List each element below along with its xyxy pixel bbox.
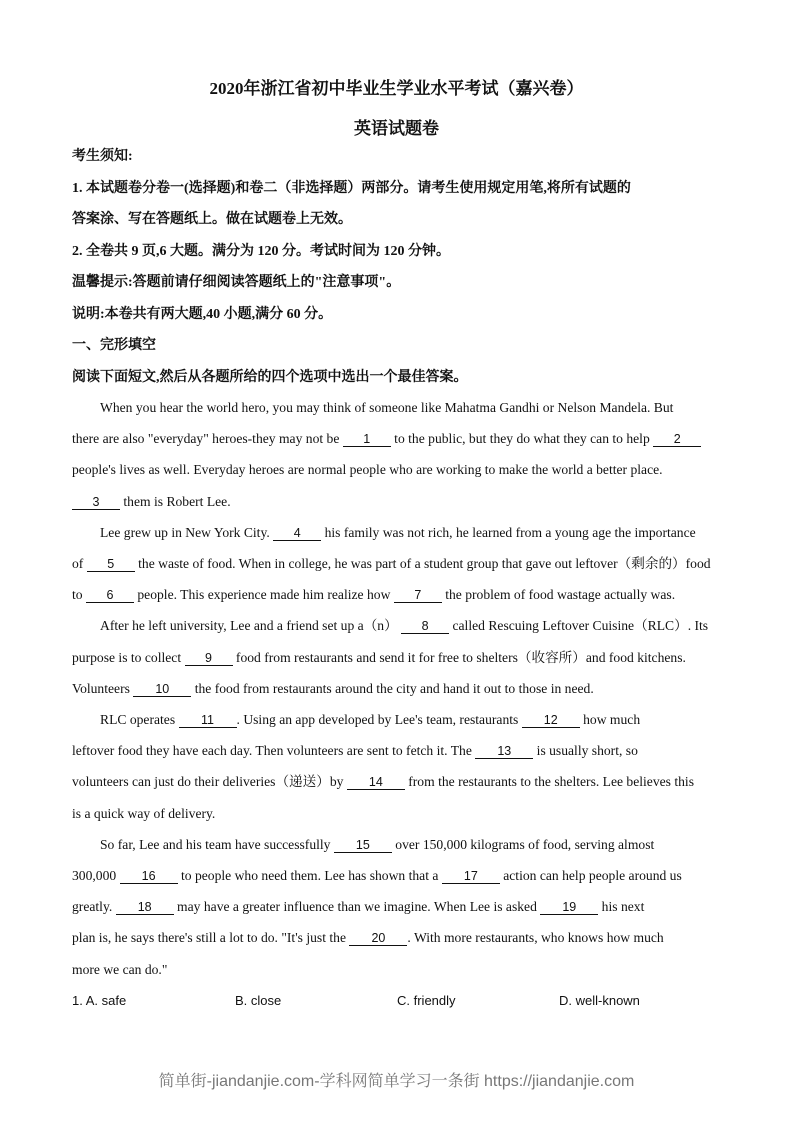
blank-8: 8	[401, 619, 449, 634]
blank-10: 10	[133, 682, 191, 697]
passage-text: volunteers can just do their deliveries（递送）by	[72, 774, 347, 790]
passage-text: leftover food they have each day. Then volunteers are sent to fetch it. The	[72, 743, 476, 759]
passage-line	[72, 610, 724, 641]
section-heading: 一、完形填空	[72, 338, 156, 353]
passage-line	[72, 486, 724, 517]
passage-line	[72, 673, 724, 704]
passage-text: his next	[598, 899, 645, 915]
blank-4: 4	[273, 526, 321, 541]
passage-line	[72, 454, 724, 485]
passage-text: may have a greater influence than we imagine. When Lee is asked	[173, 899, 541, 915]
notes-heading: 考生须知:	[72, 149, 133, 164]
passage-text: how much	[579, 712, 641, 728]
note-line: 2. 全卷共 9 页,6 大题。满分为 120 分。考试时间为 120 分钟。	[72, 243, 450, 259]
passage-line	[72, 891, 724, 922]
section-instruction: 阅读下面短文,然后从各题所给的四个选项中选出一个最佳答案。	[72, 369, 468, 385]
watermark-footer: 简单街-jiandanjie.com-学科网简单学习一条街 https://jiandanjie.com	[158, 1073, 635, 1090]
passage-text: RLC operates	[100, 712, 179, 728]
passage-line	[72, 548, 724, 579]
blank-3: 3	[72, 495, 120, 510]
passage-text: his family was not rich, he learned from a young age the importance	[321, 524, 696, 540]
passage-text: people. This experience made him realize how	[133, 587, 394, 603]
passage-text: purpose is to collect	[72, 649, 185, 665]
blank-17: 17	[442, 869, 500, 884]
passage-text: is usually short, so	[533, 743, 638, 759]
cloze-passage	[72, 392, 724, 985]
blank-13: 13	[475, 744, 533, 759]
passage-text: the waste of food. When in college, he was part of a student group that gave out leftover（剩余的）food	[134, 556, 711, 572]
passage-text: called Rescuing Leftover Cuisine（RLC）. Its	[449, 618, 709, 634]
passage-line	[72, 423, 724, 454]
passage-line	[72, 922, 724, 953]
passage-line	[72, 829, 724, 860]
blank-14: 14	[347, 775, 405, 790]
blank-5: 5	[87, 557, 135, 572]
option-a: 1. A. safe	[72, 993, 127, 1008]
passage-text: the food from restaurants around the city and hand it out to those in need.	[191, 680, 594, 696]
passage-text: plan is, he says there's still a lot to do. "It's just the	[72, 930, 350, 946]
option-b: B. close	[235, 993, 282, 1008]
passage-line	[72, 392, 724, 423]
passage-text: When you hear the world hero, you may think of someone like Mahatma Gandhi or Nelson Mandela. But	[100, 400, 674, 415]
blank-20: 20	[349, 931, 407, 946]
passage-text: So far, Lee and his team have successfully	[100, 836, 334, 852]
blank-15: 15	[334, 838, 392, 853]
passage-text: 300,000	[72, 868, 120, 884]
passage-line	[72, 735, 724, 766]
passage-text: people's lives as well. Everyday heroes are normal people who are working to make the world a better place.	[72, 462, 663, 478]
passage-text: the problem of food wastage actually was.	[441, 587, 676, 603]
passage-line	[72, 579, 724, 610]
passage-text: is a quick way of delivery.	[72, 805, 216, 821]
passage-text: greatly.	[72, 899, 116, 915]
exam-subtitle: 英语试题卷	[354, 119, 439, 138]
exam-instructions	[72, 141, 732, 393]
passage-line	[72, 954, 724, 985]
passage-line	[72, 766, 724, 797]
note-line: 温馨提示:答题前请仔细阅读答题纸上的"注意事项"。	[72, 275, 401, 290]
blank-2: 2	[653, 432, 701, 447]
passage-text: . With more restaurants, who knows how much	[407, 930, 664, 946]
blank-7: 7	[394, 588, 442, 603]
note-line: 1. 本试题卷分卷一(选择题)和卷二（非选择题）两部分。请考生使用规定用笔,将所有试题的	[72, 180, 631, 196]
blank-1: 1	[343, 432, 391, 447]
blank-19: 19	[540, 900, 598, 915]
passage-text: there are also "everyday" heroes-they may not be	[72, 431, 343, 447]
passage-text: of	[72, 556, 87, 572]
passage-text: to people who need them. Lee has shown that a	[177, 868, 442, 884]
passage-text: from the restaurants to the shelters. Lee believes this	[404, 774, 694, 790]
note-line: 说明:本卷共有两大题,40 小题,满分 60 分。	[72, 306, 333, 322]
blank-12: 12	[522, 713, 580, 728]
exam-title: 2020年浙江省初中毕业生学业水平考试（嘉兴卷）	[209, 79, 584, 98]
blank-18: 18	[116, 900, 174, 915]
blank-16: 16	[120, 869, 178, 884]
blank-9: 9	[185, 651, 233, 666]
blank-11: 11	[179, 713, 237, 728]
passage-line	[72, 642, 724, 673]
passage-text: more we can do."	[72, 961, 168, 977]
passage-text: food from restaurants and send it for free to shelters（收容所）and food kitchens.	[232, 649, 686, 665]
passage-text: to	[72, 587, 86, 603]
passage-text: them is Robert Lee.	[120, 493, 231, 509]
passage-text: action can help people around us	[499, 868, 682, 884]
note-line: 答案涂、写在答题纸上。做在试题卷上无效。	[72, 212, 352, 227]
option-c: C. friendly	[397, 993, 456, 1008]
option-d: D. well-known	[559, 993, 640, 1008]
passage-text: over 150,000 kilograms of food, serving almost	[391, 836, 655, 852]
passage-text: to the public, but they do what they can to help	[390, 431, 654, 447]
passage-text: . Using an app developed by Lee's team, restaurants	[236, 712, 522, 728]
passage-text: Volunteers	[72, 680, 134, 696]
blank-6: 6	[86, 588, 134, 603]
passage-line	[72, 798, 724, 829]
passage-line	[72, 860, 724, 891]
passage-line	[72, 704, 724, 735]
passage-text: After he left university, Lee and a friend set up a（n）	[100, 618, 402, 634]
passage-line	[72, 517, 724, 548]
passage-text: Lee grew up in New York City.	[100, 524, 274, 540]
